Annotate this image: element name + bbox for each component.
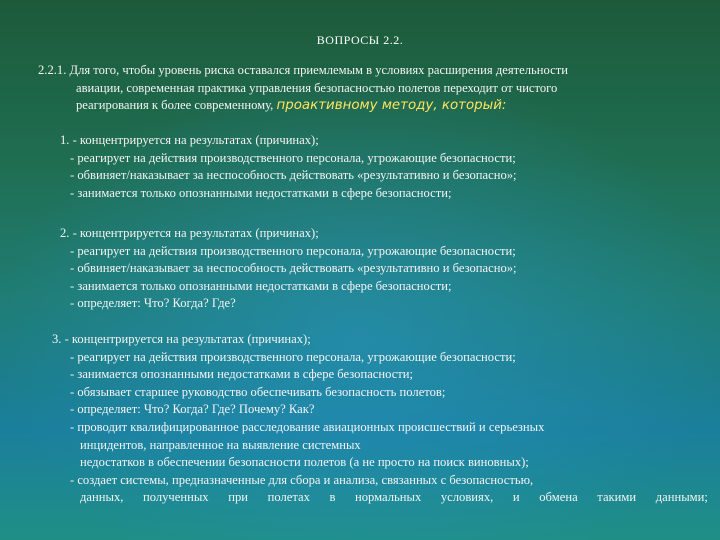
option-3-item: - реагирует на действия производственного персонала, угрожающие безопасности; (70, 349, 516, 364)
option-1-item: - реагирует на действия производственного персонала, угрожающие безопасности; (70, 150, 516, 165)
answer-option-1 (0, 132, 720, 202)
option-1-item: - обвиняет/наказывает за неспособность действовать «результативно и безопасно»; (70, 168, 517, 183)
question-intro (38, 62, 714, 115)
option-3-item: - определяет: Что? Когда? Где? Почему? Как? (70, 402, 315, 417)
intro-highlight: проактивному методу, который: (276, 98, 507, 113)
intro-line-2: авиации, современная практика управления безопасностью полетов переходит от чистого (76, 80, 558, 95)
last-line-word: в (329, 490, 336, 505)
option-2-item: - обвиняет/наказывает за неспособность действовать «результативно и безопасно»; (70, 261, 517, 276)
option-3-head: 3. - концентрируется на результатах (причинах); (52, 332, 311, 346)
answer-option-2 (0, 225, 720, 313)
option-3-last-line (0, 489, 708, 507)
last-line-word: такими (597, 490, 637, 505)
option-2-item: - занимается только опознанными недостатками в сфере безопасности; (70, 278, 452, 293)
last-line-word: данных, (80, 490, 124, 505)
last-line-word: при (228, 490, 248, 505)
last-line-word: и (512, 490, 520, 505)
intro-line-3 (38, 97, 714, 115)
option-2-item: - определяет: Что? Когда? Где? (70, 296, 236, 311)
option-1-item: - занимается только опознанными недостатками в сфере безопасности; (70, 185, 452, 200)
last-line-word: условиях, (440, 490, 494, 505)
last-line-word: полученных (142, 490, 209, 505)
intro-line-3-text: реагирования к более современному, (76, 98, 277, 112)
last-line-word: нормальных (355, 490, 422, 505)
last-line-word: данными; (655, 490, 708, 505)
intro-line-1: 2.2.1. Для того, чтобы уровень риска оставался приемлемым в условиях расширения деятельности (38, 63, 568, 77)
option-2-head: 2. - концентрируется на результатах (причинах); (60, 226, 319, 240)
last-line-word: обмена (539, 490, 578, 505)
option-2-item: - реагирует на действия производственного персонала, угрожающие безопасности; (70, 243, 516, 258)
slide-title: ВОПРОСЫ 2.2. (316, 33, 404, 47)
option-3-continuation: недостатков в обеспечении безопасности полетов (а не просто на поиск виновных); (80, 455, 529, 470)
option-3-item: - занимается опознанными недостатками в сфере безопасности; (70, 367, 414, 382)
option-3-continuation: инцидентов, направленное на выявление системных (80, 437, 361, 452)
answer-option-3 (0, 331, 720, 507)
option-3-item: - проводит квалифицированное расследование авиационных происшествий и серьезных (70, 419, 545, 434)
last-line-word: полетах (267, 490, 310, 505)
option-3-item: - создает системы, предназначенные для сбора и анализа, связанных с безопасностью, (70, 472, 534, 487)
option-1-head: 1. - концентрируется на результатах (причинах); (60, 133, 319, 147)
option-3-item: - обязывает старшее руководство обеспечивать безопасность полетов; (70, 384, 446, 399)
